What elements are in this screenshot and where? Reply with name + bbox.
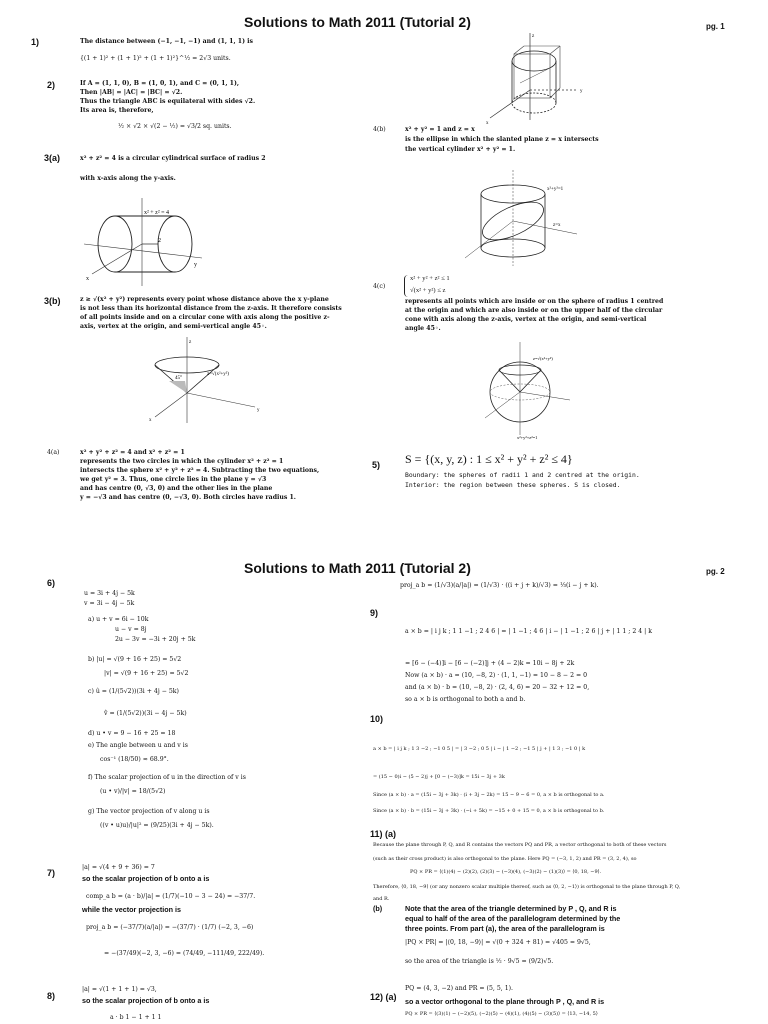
math-line: cos⁻¹ (18/50) ≈ 68.9°.	[100, 756, 169, 763]
text-line: so a vector orthogonal to the plane through P , Q, and R is	[405, 997, 605, 1006]
problem-number: 4(b)	[373, 126, 386, 133]
math-line: ½ × √2 × √(2 − ½) = √3/2 sq. units.	[118, 123, 232, 130]
text-line: Its area is, therefore,	[80, 107, 154, 114]
math-line: = (15 − 0)i − (5 − 2)j + [0 − (−3)]k = 15i − 3j + 3k	[373, 774, 505, 780]
math-line: a · b 1 − 1 + 1 1	[110, 1014, 162, 1021]
math-line: v̂ = (1/(5√2))(3i − 4j − 5k)	[104, 710, 187, 717]
text-line: we get y² = 3. Thus, one circle lies in the plane y = √3	[80, 476, 267, 483]
text-line: is the ellipse in which the slanted plane z = x intersects	[405, 136, 599, 143]
cube-figure	[480, 28, 585, 128]
problem-number: 11) (a)	[370, 829, 397, 839]
math-line: |a| = √(1 + 1 + 1) = √3,	[82, 986, 157, 993]
math-line: √(x² + y²) ≤ z	[410, 287, 446, 294]
problem-number: 3(b)	[44, 296, 61, 306]
radius-label: 2	[158, 238, 161, 244]
text-line: cone with axis along the z-axis, vertex at the origin, and semi-vertical	[405, 316, 647, 323]
svg-text:y: y	[580, 89, 583, 94]
sphere-cone-figure	[475, 340, 575, 440]
cone-label: z=√(x²+y²)	[207, 372, 229, 377]
problem-number: 3(a)	[44, 153, 61, 163]
svg-text:z: z	[532, 34, 535, 39]
problem-number: 1)	[31, 37, 40, 47]
text-line: (such as their cross product) is also orthogonal to the plane. Here PQ = (−3, 1, 2) and PR = (3, 2, 4), so	[373, 856, 637, 862]
text-line: intersects the sphere x² + y² + z² = 4. Subtracting the two equations,	[80, 467, 320, 474]
text-line: z ≥ √(x² + y²) represents every point whose distance above the x y-plane	[80, 296, 329, 303]
math-line: b) |u| = √(9 + 16 + 25) = 5√2	[88, 656, 182, 663]
math-line: Now (a × b) · a = (10, −8, 2) · (1, 1, −1) = 10 − 8 − 2 = 0	[405, 672, 588, 679]
axis-x-label: x	[149, 418, 152, 423]
problem-number: 7)	[47, 868, 56, 878]
text-line: Boundary: the spheres of radii 1 and 2 centred at the origin.	[405, 471, 640, 479]
text-line: represents all points which are inside or on the sphere of radius 1 centred	[405, 298, 664, 305]
text-line: Thus the triangle ABC is equilateral with sides √2.	[80, 98, 256, 105]
angle-label: 45°	[175, 376, 182, 381]
math-line: |a| = √(4 + 9 + 36) = 7	[82, 864, 155, 871]
text-line: represents the two circles in which the cylinder x² + z² = 1	[80, 458, 284, 465]
math-line: d) u • v = 9 − 16 + 25 = 18	[88, 730, 176, 737]
text-line: x² + z² = 4 is a circular cylindrical surface of radius 2	[80, 155, 266, 162]
math-line: comp_a b = (a · b)/|a| = (1/7)(−10 − 3 − 24) = −37/7.	[86, 893, 256, 900]
text-line: with x-axis along the y-axis.	[80, 175, 176, 182]
axis-z-label: z	[189, 340, 192, 345]
math-line: u − v = 8j	[115, 626, 147, 633]
math-line: 2u − 3v = −3i + 20j + 5k	[115, 636, 196, 643]
text-line: so the scalar projection of b onto a is	[82, 996, 210, 1005]
brace	[404, 275, 408, 297]
text-line: is not less than its horizontal distance from the z-axis. It therefore consists	[80, 305, 342, 312]
math-line: |v| = √(9 + 16 + 25) = 5√2	[104, 670, 189, 677]
math-line: = −(37/49)(−2, 3, −6) = (74/49, −111/49, 222/49).	[104, 950, 265, 957]
text-line: while the vector projection is	[82, 905, 182, 914]
text-line: and R.	[373, 896, 390, 902]
axis-y-label: y	[194, 262, 197, 268]
math-line: c) û = (1/(5√2))(3i + 4j − 5k)	[88, 688, 179, 695]
problem-number: 2)	[47, 80, 56, 90]
cylinder-figure	[82, 196, 207, 286]
problem-number: 5)	[372, 460, 381, 470]
text-line: three points. From part (a), the area of the parallelogram is	[405, 924, 605, 933]
page-number: pg. 1	[706, 22, 725, 31]
math-line: Since (a × b) · a = (15i − 3j + 3k) · (i + 3j − 2k) = 15 − 9 − 6 = 0, a × b is orthogonal to a.	[373, 792, 605, 798]
math-line: and (a × b) · b = (10, −8, 2) · (2, 4, 6) = 20 − 32 + 12 = 0,	[405, 684, 590, 691]
math-line: PQ = (4, 3, −2) and PR = (5, 5, 1).	[405, 985, 514, 992]
math-line: PQ × PR = ⟨(1)(4) − (2)(2), (2)(3) − (−3)(4), (−3)(2) − (1)(3)⟩ = ⟨0, 18, −9⟩.	[410, 869, 602, 875]
sphere-label: x²+y²+z²=1	[517, 435, 538, 440]
cone-label: z=√(x²+y²)	[533, 356, 553, 361]
text-line: the vertical cylinder x² + y² = 1.	[405, 146, 516, 153]
problem-subpart: (b)	[373, 904, 383, 913]
math-line: a) u + v = 6i − 10k	[88, 616, 149, 623]
text-line: at the origin and which are also inside or on the upper half of the circular	[405, 307, 663, 314]
text-line: of all points inside and on a circular cone with axis along the positive z-	[80, 314, 330, 321]
text-line: axis, vertex at the origin, and semi-vertical angle 45◦.	[80, 323, 267, 330]
page-title: Solutions to Math 2011 (Tutorial 2)	[244, 560, 471, 576]
problem-number: 9)	[370, 608, 379, 618]
text-line: If A = (1, 1, 0), B = (1, 0, 1), and C = (0, 1, 1),	[80, 80, 240, 87]
math-line: x² + y² + z² ≤ 1	[410, 275, 450, 282]
cone-figure	[145, 335, 275, 425]
axis-x-label: x	[86, 276, 89, 282]
math-line: proj_a b = (−37/7)(a/|a|) = −(37/7) · (1/7) (−2, 3, −6)	[86, 924, 254, 931]
math-line: g) The vector projection of v along u is	[88, 808, 210, 815]
text-line: and has centre (0, √3, 0) and the other lies in the plane	[80, 485, 273, 492]
math-line: u = 3i + 4j − 5k	[84, 590, 135, 597]
determinant: a × b = | i j k ; 1 1 −1 ; 2 4 6 | = | 1 −1 ; 4 6 | i − | 1 −1 ; 2 6 | j + | 1 1 ; 2 4 | k	[405, 628, 652, 635]
page-number: pg. 2	[706, 567, 725, 576]
math-line: ((v • u)u)/|u|² = (9/25)(3i + 4j − 5k).	[100, 822, 214, 829]
page-title: Solutions to Math 2011 (Tutorial 2)	[244, 14, 471, 30]
math-line: proj_a b = (1/√3)(a/|a|) = (1/√3) · ((i + j + k)/√3) = ⅓(i − j + k).	[400, 582, 599, 589]
problem-number: 12) (a)	[370, 992, 397, 1002]
math-line: v = 3i − 4j − 5k	[84, 600, 135, 607]
math-line: = [6 − (−4)]i − [6 − (−2)]j + (4 − 2)k = 10i − 8j + 2k	[405, 660, 575, 667]
cylinder-label: x²+y²=1	[547, 187, 564, 192]
math-line: so a × b is orthogonal to both a and b.	[405, 696, 526, 703]
text-line: Then |AB| = |AC| = |BC| = √2.	[80, 89, 183, 96]
axis-y-label: y	[257, 408, 260, 413]
math-line: so the area of the triangle is ½ · 9√5 = (9/2)√5.	[405, 958, 554, 965]
plane-label: z=x	[553, 223, 561, 228]
text-line: Interior: the region between these spheres. S is closed.	[405, 481, 621, 489]
ellipse-figure	[455, 166, 585, 271]
cylinder-label: x² + z² = 4	[144, 210, 170, 216]
svg-text:x: x	[486, 121, 489, 126]
problem-number: 10)	[370, 714, 384, 724]
set-formula: S = {(x, y, z) : 1 ≤ x² + y² + z² ≤ 4}	[405, 452, 573, 466]
math-line: {(1 + 1)² + (1 + 1)² + (1 + 1)²}^½ = 2√3 units.	[80, 55, 231, 62]
problem-number: 6)	[47, 578, 56, 588]
text-line: Therefore, ⟨0, 18, −9⟩ (or any nonzero scalar multiple thereof, such as ⟨0, 2, −1⟩) is orthogonal to the plane through P, Q,	[373, 884, 681, 890]
text-line: Note that the area of the triangle determined by P , Q, and R is	[405, 904, 617, 913]
math-line: PQ × PR = ⟨(3)(1) − (−2)(5), (−2)(5) − (4)(1), (4)(5) − (3)(5)⟩ = ⟨13, −14, 5⟩	[405, 1011, 598, 1017]
problem-number: 8)	[47, 991, 56, 1001]
math-line: (u • v)/|v| = 18/(5√2)	[100, 788, 166, 795]
math-line: |PQ × PR| = |⟨0, 18, −9⟩| = √(0 + 324 + 81) = √405 = 9√5,	[405, 939, 591, 946]
problem-number: 4(a)	[47, 449, 60, 456]
text-line: The distance between (−1, −1, −1) and (1, 1, 1) is	[80, 38, 254, 45]
math-line: e) The angle between u and v is	[88, 742, 188, 749]
text-line: so the scalar projection of b onto a is	[82, 874, 210, 883]
math-line: f) The scalar projection of u in the direction of v is	[88, 774, 246, 781]
text-line: x² + y² + z² = 4 and x² + z² = 1	[80, 449, 185, 456]
math-line: Since (a × b) · b = (15i − 3j + 3k) · (−i + 5k) = −15 + 0 + 15 = 0, a × b is orthogonal to b.	[373, 808, 605, 814]
text-line: Because the plane through P, Q, and R contains the vectors PQ and PR, a vector orthogonal to both of these vectors	[373, 842, 667, 848]
text-line: equal to half of the area of the parallelogram determined by the	[405, 914, 621, 923]
problem-number: 4(c)	[373, 283, 386, 290]
text-line: angle 45◦.	[405, 325, 441, 332]
text-line: y = −√3 and has centre (0, −√3, 0). Both circles have radius 1.	[80, 494, 296, 501]
text-line: x² + y² = 1 and z = x	[405, 126, 475, 133]
determinant: a × b = | i j k ; 1 3 −2 ; −1 0 5 | = | 3 −2 ; 0 5 | i − | 1 −2 ; −1 5 | j + | 1 3 ; −1 0 | k	[373, 746, 586, 752]
